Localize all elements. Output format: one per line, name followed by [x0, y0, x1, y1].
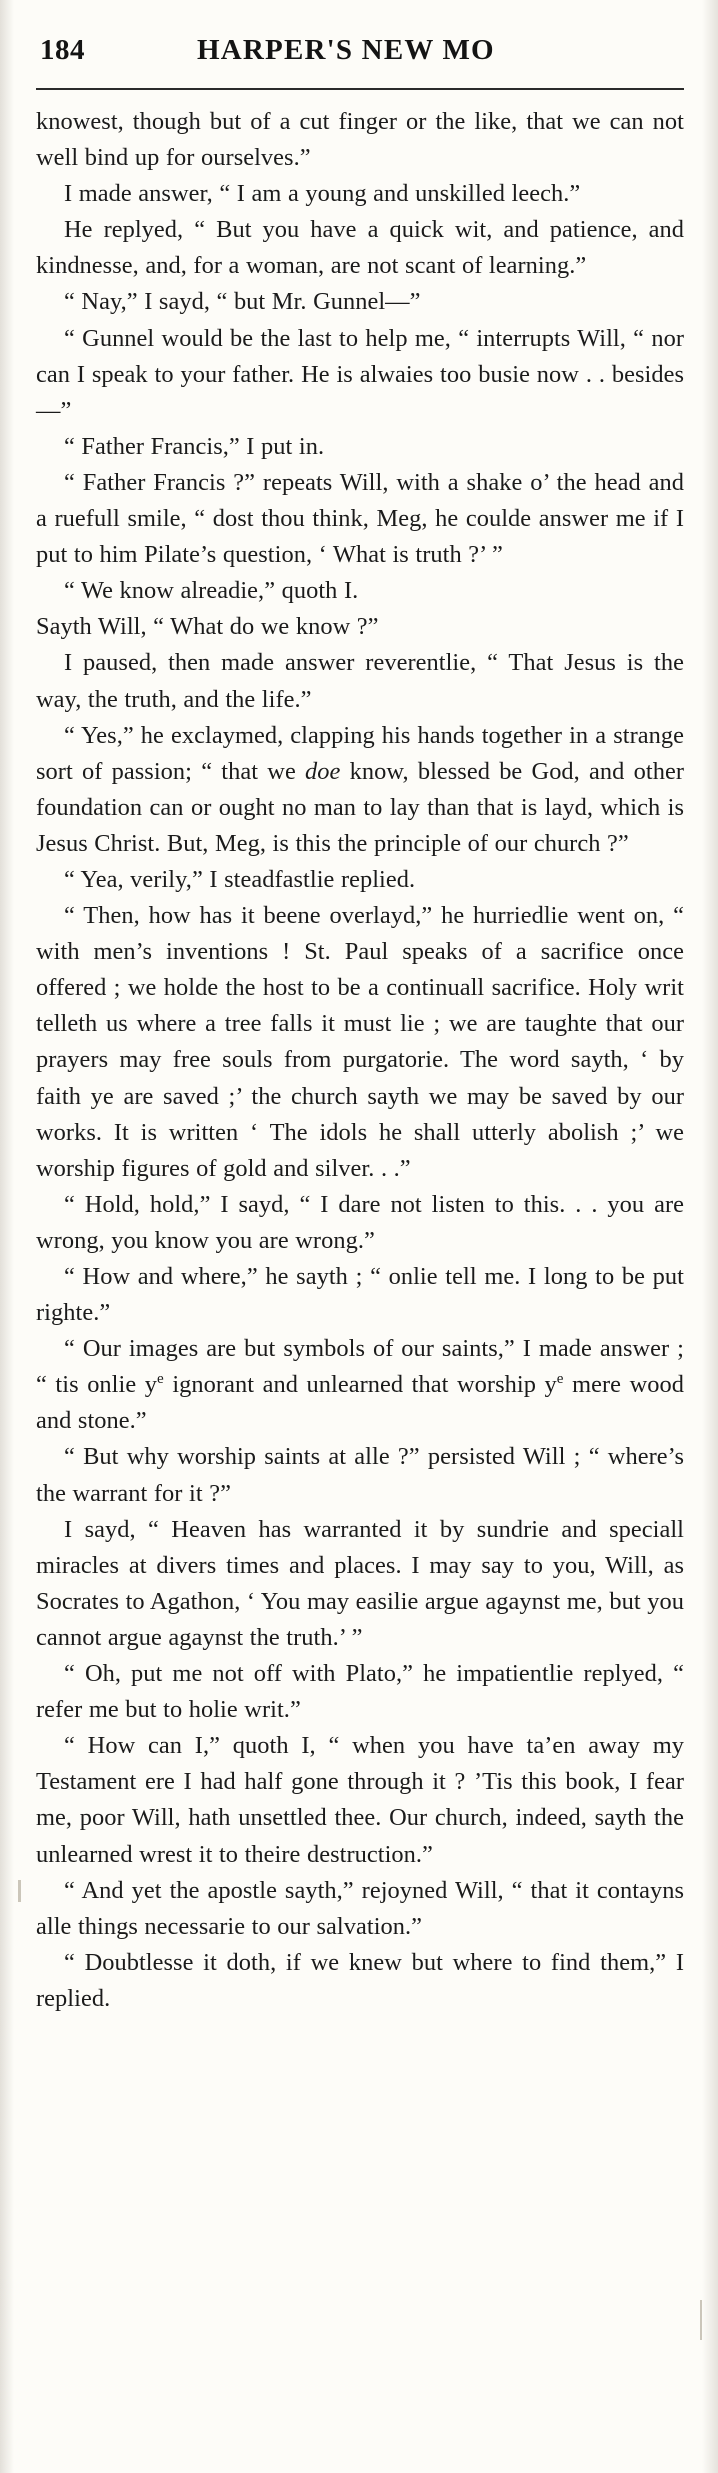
header-rule	[36, 88, 684, 90]
body-paragraph: I sayd, “ Heaven has warranted it by sundrie and speciall miracles at divers times and places. I may say to you, Will, as Socrates to Agathon, ‘ You may easilie argue agaynst me, but you cannot argue agaynst the truth.’ ”	[36, 1515, 684, 1651]
body-paragraph: “ How and where,” he sayth ; “ onlie tell me. I long to be put righte.”	[36, 1263, 684, 1327]
body-paragraph: “ But why worship saints at alle ?” persisted Will ; “ where’s the warrant for it ?”	[36, 1443, 684, 1507]
page-right-edge-shadow	[702, 0, 718, 2473]
page-speck	[700, 2300, 702, 2340]
body-paragraph: “ How can I,” quoth I, “ when you have ta’en away my Testament ere I had half gone through it ? ’Tis this book, I fear me, poor Will, hath unsettled thee. Our church, indeed, sayth the unlearned wrest it to theire destruction.”	[36, 1732, 684, 1868]
body-paragraph: “ Oh, put me not off with Plato,” he impatientlie replyed, “ refer me but to holie writ.”	[36, 1660, 684, 1724]
running-head: HARPER'S NEW MO	[197, 34, 495, 66]
body-paragraph: “ Then, how has it beene overlayd,” he hurriedlie went on, “ with men’s inventions ! St. Paul speaks of a sacrifice once offered ; we holde the host to be a continuall sacrifice. Holy writ telleth us where a tree falls it must lie ; we are taughte that our prayers may free souls from purgatorie. The word sayth, ‘ by faith ye are saved ;’ the church sayth we may be saved by our works. It is written ‘ The idols he shall utterly abolish ;’ we worship figures of gold and silver. . .”	[36, 902, 684, 1182]
body-paragraph: “ And yet the apostle sayth,” rejoyned Will, “ that it contayns alle things necessarie to our salvation.”	[36, 1876, 684, 1940]
body-paragraph: “ Hold, hold,” I sayd, “ I dare not listen to this. . . you are wrong, you know you are wrong.”	[36, 1190, 684, 1254]
body-paragraph: “ Our images are but symbols of our saints,” I made answer ; “ tis onlie $y^e$ ignorant and unlearned that worship $y^e$ mere wood and stone.”	[36, 1335, 684, 1435]
body-paragraph: “ Father Francis ?” repeats Will, with a shake o’ the head and a ruefull smile, “ dost thou think, Meg, he coulde answer me if I put to him Pilate’s question, ‘ What is truth ?’ ”	[36, 468, 684, 569]
body-paragraph: “ Nay,” I sayd, “ but Mr. Gunnel—”	[64, 288, 421, 316]
body-paragraph: “ Father Francis,” I put in.	[64, 432, 325, 460]
body-paragraph: “ Doubtlesse it doth, if we knew but where to find them,” I replied.	[36, 1948, 684, 2012]
body-paragraph: “ Yea, verily,” I steadfastlie replied.	[64, 865, 416, 893]
body-paragraph: “ We know alreadie,” quoth I.	[64, 577, 359, 605]
body-paragraph: I paused, then made answer reverentlie, “ That Jesus is the way, the truth, and the life.”	[36, 649, 684, 713]
body-paragraph: Sayth Will, “ What do we know ?”	[36, 613, 379, 641]
body-paragraph: “ Yes,” he exclaymed, clapping his hands together in a strange sort of passion; “ that we doe know, blessed be God, and other foundation can or ought no man to lay than that is layd, which is Jesus Christ. But, Meg, is this the principle of our church ?”	[36, 721, 684, 857]
body-paragraph: “ Gunnel would be the last to help me, “ interrupts Will, “ nor can I speak to your father. He is alwaies too busie now . . besides—”	[36, 324, 684, 424]
body-paragraph: I made answer, “ I am a young and unskilled leech.”	[64, 180, 581, 208]
body-text-column	[36, 104, 684, 2017]
page-left-edge-shadow	[0, 0, 14, 2473]
page-header	[40, 34, 680, 80]
body-paragraph: He replyed, “ But you have a quick wit, and patience, and kindnesse, and, for a woman, are not scant of learning.”	[36, 216, 684, 280]
body-paragraph: knowest, though but of a cut finger or the like, that we can not well bind up for ourselves.”	[36, 108, 684, 172]
page-number: 184	[40, 34, 85, 66]
page-speck	[18, 1880, 21, 1902]
